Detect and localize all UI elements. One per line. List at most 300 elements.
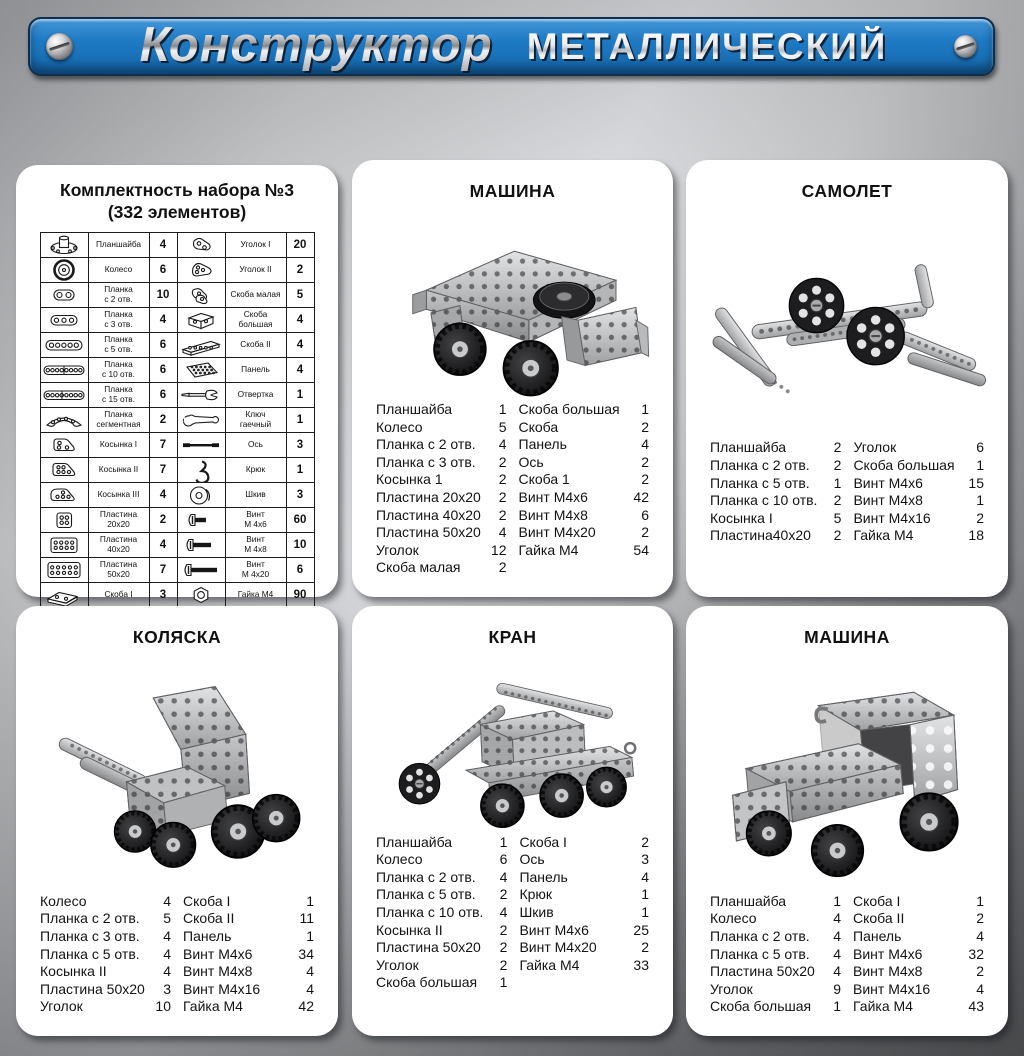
part-name: Косынка II <box>40 963 107 980</box>
part-qty: 6 <box>149 257 177 282</box>
part-row <box>519 489 650 507</box>
panel-icon <box>179 358 223 382</box>
parts-column-left <box>710 893 841 1016</box>
part-qty: 11 <box>299 910 314 927</box>
angle-1-icon <box>179 233 223 257</box>
wrench-icon <box>179 408 223 432</box>
part-qty: 1 <box>499 833 508 850</box>
header-banner <box>28 17 995 76</box>
part-name: Скоба I <box>183 892 231 909</box>
part-qty: 3 <box>163 980 171 997</box>
kit-table-row <box>40 357 314 382</box>
part-name: Винт М 4x20 <box>225 557 286 582</box>
part-name: Планка с 2 отв. <box>88 282 149 307</box>
part-name: Колесо <box>710 910 757 927</box>
part-row <box>376 922 507 940</box>
part-name: Косынка 1 <box>376 471 443 488</box>
part-qty: 4 <box>163 945 171 962</box>
part-qty: 1 <box>499 974 508 991</box>
part-name: Гайка М4 <box>853 527 914 544</box>
part-name: Скоба малая <box>225 282 286 307</box>
part-qty: 4 <box>286 332 314 357</box>
part-qty: 60 <box>286 507 314 532</box>
part-name: Винт М4x8 <box>853 963 923 980</box>
part-icon-cell <box>40 307 88 332</box>
part-name: Колесо <box>376 851 423 868</box>
part-name: Планшайба <box>376 833 453 850</box>
screw-icon <box>954 35 977 58</box>
part-row <box>519 851 649 869</box>
kit-table-row <box>40 307 314 332</box>
part-name: Пластина 50x20 <box>40 980 145 997</box>
car-top-photo <box>364 202 661 401</box>
part-qty: 7 <box>149 432 177 457</box>
parts-column-right <box>853 893 984 1016</box>
hook-icon <box>179 458 223 482</box>
part-qty: 2 <box>149 507 177 532</box>
part-row <box>710 963 841 981</box>
kit-table-row <box>40 332 314 357</box>
parts-column-right <box>519 401 650 577</box>
part-qty: 5 <box>286 282 314 307</box>
strip-3-icon <box>42 308 86 332</box>
header-titles <box>73 19 954 75</box>
part-name: Винт М4x6 <box>853 945 923 962</box>
part-row <box>183 946 314 964</box>
part-row <box>376 401 507 419</box>
part-qty: 7 <box>149 457 177 482</box>
part-name: Винт М4x20 <box>518 524 596 541</box>
part-row <box>710 457 841 475</box>
part-qty: 4 <box>498 436 507 453</box>
strip-15-icon <box>42 383 86 407</box>
part-icon-cell <box>40 232 88 257</box>
pulley-icon <box>179 483 223 507</box>
part-qty: 6 <box>499 851 508 868</box>
part-qty: 1 <box>976 492 984 509</box>
part-name: Планка сегментная <box>88 407 149 432</box>
part-icon-cell <box>177 257 225 282</box>
part-name: Скоба II <box>183 910 235 927</box>
part-name: Планшайба <box>376 401 453 418</box>
kit-table-row <box>40 382 314 407</box>
kit-table-row <box>40 232 314 257</box>
part-qty: 20 <box>286 232 314 257</box>
part-icon-cell <box>40 382 88 407</box>
part-name: Колесо <box>376 418 423 435</box>
channel-icon <box>179 333 223 357</box>
part-row <box>376 542 507 560</box>
part-name: Планка с 3 отв. <box>88 307 149 332</box>
part-name: Шкив <box>225 482 286 507</box>
part-qty: 10 <box>149 282 177 307</box>
part-name: Уголок <box>853 439 897 456</box>
part-qty: 2 <box>641 418 649 435</box>
part-qty: 3 <box>286 432 314 457</box>
part-qty: 7 <box>149 557 177 582</box>
part-qty: 1 <box>641 401 649 418</box>
part-name: Панель <box>518 436 567 453</box>
part-row <box>710 510 841 528</box>
part-name: Винт М4x8 <box>183 963 253 980</box>
part-icon-cell <box>177 432 225 457</box>
part-name: Панель <box>853 928 902 945</box>
part-row <box>376 869 507 887</box>
kit-table-body <box>40 232 314 607</box>
part-name: Скоба большая <box>376 974 478 991</box>
model-title: МАШИНА <box>469 181 556 201</box>
part-qty: 3 <box>149 582 177 607</box>
part-name: Уголок <box>376 956 419 973</box>
part-name: Скоба большая <box>225 307 286 332</box>
part-qty: 1 <box>976 892 984 909</box>
part-name: Отвертка <box>225 382 286 407</box>
parts-column-left <box>710 439 841 545</box>
part-row <box>853 928 984 946</box>
part-qty: 2 <box>498 489 507 506</box>
part-row <box>710 893 841 911</box>
part-icon-cell <box>177 332 225 357</box>
part-qty: 2 <box>286 257 314 282</box>
part-name: Гайка М4 <box>518 541 579 558</box>
part-qty: 6 <box>149 332 177 357</box>
part-name: Панель <box>183 928 232 945</box>
part-qty: 4 <box>498 524 507 541</box>
part-name: Винт М4x16 <box>853 509 931 526</box>
part-name: Винт М4x6 <box>183 945 253 962</box>
screw-m4x20-icon <box>179 558 223 582</box>
part-qty: 1 <box>306 892 314 909</box>
part-qty: 2 <box>641 471 649 488</box>
part-name: Планка с 3 отв. <box>376 453 476 470</box>
part-row <box>710 928 841 946</box>
part-qty: 42 <box>633 489 649 506</box>
part-name: Винт М4x6 <box>519 921 589 938</box>
part-row <box>40 893 171 911</box>
part-name: Винт М4x16 <box>183 980 261 997</box>
clamp-small-icon <box>179 283 223 307</box>
part-row <box>710 910 841 928</box>
part-name: Планка с 5 отв. <box>376 886 476 903</box>
part-row <box>183 963 314 981</box>
part-icon-cell <box>40 332 88 357</box>
part-row <box>40 910 171 928</box>
part-name: Косынка I <box>710 509 773 526</box>
part-name: Косынка I <box>88 432 149 457</box>
part-icon-cell <box>40 282 88 307</box>
part-qty: 2 <box>499 886 508 903</box>
part-icon-cell <box>177 557 225 582</box>
part-name: Планка с 2 отв. <box>376 868 476 885</box>
nut-icon <box>179 583 223 607</box>
part-qty: 4 <box>163 892 171 909</box>
part-name: Планка с 2 отв. <box>710 457 810 474</box>
parts-column-left <box>376 401 507 577</box>
part-name: Пластина 50x20 <box>710 963 815 980</box>
part-icon-cell <box>177 532 225 557</box>
part-row <box>519 454 650 472</box>
part-name: Уголок <box>40 998 83 1015</box>
part-qty: 4 <box>149 307 177 332</box>
part-qty: 4 <box>833 945 841 962</box>
part-qty: 1 <box>976 457 984 474</box>
part-icon-cell <box>40 582 88 607</box>
part-name: Планшайба <box>88 232 149 257</box>
part-icon-cell <box>40 482 88 507</box>
part-icon-cell <box>177 282 225 307</box>
part-qty: 4 <box>833 963 841 980</box>
part-qty: 2 <box>499 939 508 956</box>
model-card-plane <box>686 160 1008 597</box>
part-qty: 1 <box>641 886 649 903</box>
kit-table-row <box>40 582 314 607</box>
part-qty: 2 <box>499 956 508 973</box>
parts-column-left <box>376 834 507 992</box>
model-card-car-top <box>352 160 673 597</box>
plane-photo <box>698 202 996 439</box>
kit-card <box>16 165 338 601</box>
part-row <box>376 834 507 852</box>
part-name: Винт М4x20 <box>519 939 597 956</box>
parts-list <box>352 401 673 597</box>
parts-column-right <box>519 834 649 992</box>
strip-2-icon <box>42 283 86 307</box>
part-qty: 4 <box>149 232 177 257</box>
bracket-1-icon <box>42 583 86 607</box>
flange-icon <box>42 233 86 257</box>
part-row <box>710 998 841 1016</box>
part-name: Винт М4x16 <box>853 980 931 997</box>
part-row <box>376 559 507 577</box>
part-name: Планка с 5 отв. <box>710 474 810 491</box>
part-name: Скоба II <box>853 910 905 927</box>
part-qty: 2 <box>641 453 649 470</box>
axle-icon <box>179 433 223 457</box>
gusset-2-icon <box>42 458 86 482</box>
part-row <box>519 471 650 489</box>
part-row <box>519 524 650 542</box>
part-qty: 5 <box>498 418 507 435</box>
model-title: МАШИНА <box>804 627 890 647</box>
screw-icon <box>46 33 73 60</box>
part-name: Планка с 15 отв. <box>88 382 149 407</box>
kit-card-title <box>16 180 338 224</box>
kit-table-row <box>40 482 314 507</box>
part-row <box>376 974 507 992</box>
part-qty: 2 <box>976 963 984 980</box>
model-title: САМОЛЕТ <box>801 181 893 201</box>
part-name: Крюк <box>519 886 553 903</box>
part-qty: 1 <box>286 407 314 432</box>
part-row <box>183 981 314 999</box>
part-name: Винт М4x8 <box>518 506 588 523</box>
part-row <box>853 475 984 493</box>
kit-table-row <box>40 557 314 582</box>
part-name: Скоба I <box>519 833 567 850</box>
part-qty: 25 <box>633 921 649 938</box>
part-icon-cell <box>40 357 88 382</box>
part-qty: 54 <box>633 541 649 558</box>
part-name: Косынка III <box>88 482 149 507</box>
part-name: Скоба I <box>853 892 901 909</box>
part-row <box>376 524 507 542</box>
part-icon-cell <box>40 257 88 282</box>
part-name: Пластина 20x20 <box>376 489 481 506</box>
kit-table <box>40 232 315 608</box>
part-qty: 2 <box>833 457 842 474</box>
parts-column-right <box>853 439 984 545</box>
part-qty: 4 <box>149 482 177 507</box>
parts-column-right <box>183 893 314 1016</box>
part-name: Панель <box>225 357 286 382</box>
part-qty: 6 <box>149 382 177 407</box>
parts-list <box>686 893 1008 1036</box>
part-name: Пластина 20x20 <box>88 507 149 532</box>
part-icon-cell <box>177 582 225 607</box>
part-qty: 4 <box>163 928 171 945</box>
model-card-car-bottom <box>686 606 1008 1036</box>
part-row <box>519 869 649 887</box>
part-row <box>376 471 507 489</box>
model-card-stroller <box>16 606 338 1036</box>
part-qty: 2 <box>498 453 507 470</box>
part-qty: 2 <box>149 407 177 432</box>
part-icon-cell <box>177 482 225 507</box>
part-qty: 2 <box>498 559 507 576</box>
part-name: Планшайба <box>710 439 787 456</box>
part-qty: 4 <box>976 928 984 945</box>
part-row <box>376 939 507 957</box>
part-row <box>183 998 314 1016</box>
model-title: КОЛЯСКА <box>132 627 222 647</box>
part-row <box>519 419 650 437</box>
part-name: Пластина 50x20 <box>88 557 149 582</box>
part-qty: 5 <box>163 910 171 927</box>
part-name: Колесо <box>40 892 87 909</box>
part-qty: 34 <box>298 945 314 962</box>
part-row <box>710 946 841 964</box>
part-row <box>40 981 171 999</box>
part-row <box>40 946 171 964</box>
part-qty: 4 <box>976 980 984 997</box>
part-row <box>376 904 507 922</box>
part-qty: 3 <box>286 482 314 507</box>
part-qty: 4 <box>149 532 177 557</box>
part-qty: 1 <box>833 474 842 491</box>
part-icon-cell <box>40 557 88 582</box>
model-title: КРАН <box>488 627 537 647</box>
angle-2-icon <box>179 258 223 282</box>
part-qty: 2 <box>976 910 984 927</box>
part-qty: 2 <box>499 921 508 938</box>
screw-m4x6-icon <box>179 508 223 532</box>
part-name: Скоба большая <box>853 457 955 474</box>
part-qty: 2 <box>641 939 649 956</box>
part-name: Планка с 10 отв. <box>88 357 149 382</box>
part-name: Скоба большая <box>518 401 620 418</box>
part-name: Скоба II <box>225 332 286 357</box>
part-qty: 4 <box>833 928 841 945</box>
part-row <box>183 928 314 946</box>
part-name: Скоба малая <box>376 559 461 576</box>
model-card-crane <box>352 606 673 1036</box>
strip-10-icon <box>42 358 86 382</box>
part-row <box>853 457 984 475</box>
bracket-big-icon <box>179 308 223 332</box>
part-row <box>376 851 507 869</box>
part-qty: 10 <box>286 532 314 557</box>
kit-title-line1: Комплектность набора №3 <box>60 180 294 200</box>
part-qty: 4 <box>306 963 314 980</box>
kit-table-row <box>40 407 314 432</box>
part-row <box>519 939 649 957</box>
part-icon-cell <box>177 307 225 332</box>
part-row <box>519 957 649 975</box>
part-qty: 1 <box>498 401 507 418</box>
wheel-icon <box>42 258 86 282</box>
part-row <box>40 998 171 1016</box>
part-name: Планка с 2 отв. <box>710 928 810 945</box>
part-qty: 2 <box>641 524 649 541</box>
gusset-1-icon <box>42 433 86 457</box>
kit-table-row <box>40 432 314 457</box>
part-row <box>376 419 507 437</box>
kit-table-row <box>40 457 314 482</box>
part-qty: 6 <box>641 506 649 523</box>
part-row <box>519 436 650 454</box>
screw-m4x8-icon <box>179 533 223 557</box>
part-name: Скоба 1 <box>518 471 570 488</box>
part-qty: 4 <box>306 980 314 997</box>
kit-table-row <box>40 532 314 557</box>
part-name: Гайка М4 <box>853 998 913 1015</box>
part-row <box>710 492 841 510</box>
part-name: Планка с 2 отв. <box>40 910 140 927</box>
brand-subtitle: МЕТАЛЛИЧЕСКИЙ <box>526 25 888 67</box>
part-icon-cell <box>177 507 225 532</box>
part-icon-cell <box>177 357 225 382</box>
screwdriver-icon <box>179 383 223 407</box>
part-qty: 42 <box>298 998 314 1015</box>
part-row <box>40 928 171 946</box>
part-name: Пластина 50x20 <box>376 524 481 541</box>
stroller-photo <box>28 648 326 893</box>
part-row <box>376 957 507 975</box>
part-qty: 90 <box>286 582 314 607</box>
part-row <box>853 910 984 928</box>
part-qty: 15 <box>968 474 984 491</box>
part-qty: 4 <box>833 910 841 927</box>
part-name: Пластина 40x20 <box>88 532 149 557</box>
part-name: Гайка М4 <box>225 582 286 607</box>
part-row <box>853 527 984 545</box>
part-row <box>376 507 507 525</box>
part-qty: 1 <box>641 904 649 921</box>
part-icon-cell <box>40 457 88 482</box>
part-row <box>710 527 841 545</box>
part-name: Винт М 4x6 <box>225 507 286 532</box>
part-name: Скоба <box>518 418 559 435</box>
part-name: Скоба I <box>88 582 149 607</box>
part-qty: 10 <box>155 998 171 1015</box>
part-row <box>183 893 314 911</box>
part-row <box>853 963 984 981</box>
part-row <box>710 981 841 999</box>
part-qty: 4 <box>286 357 314 382</box>
part-qty: 1 <box>306 928 314 945</box>
part-qty: 1 <box>833 998 841 1015</box>
plate-40x20-icon <box>42 533 86 557</box>
